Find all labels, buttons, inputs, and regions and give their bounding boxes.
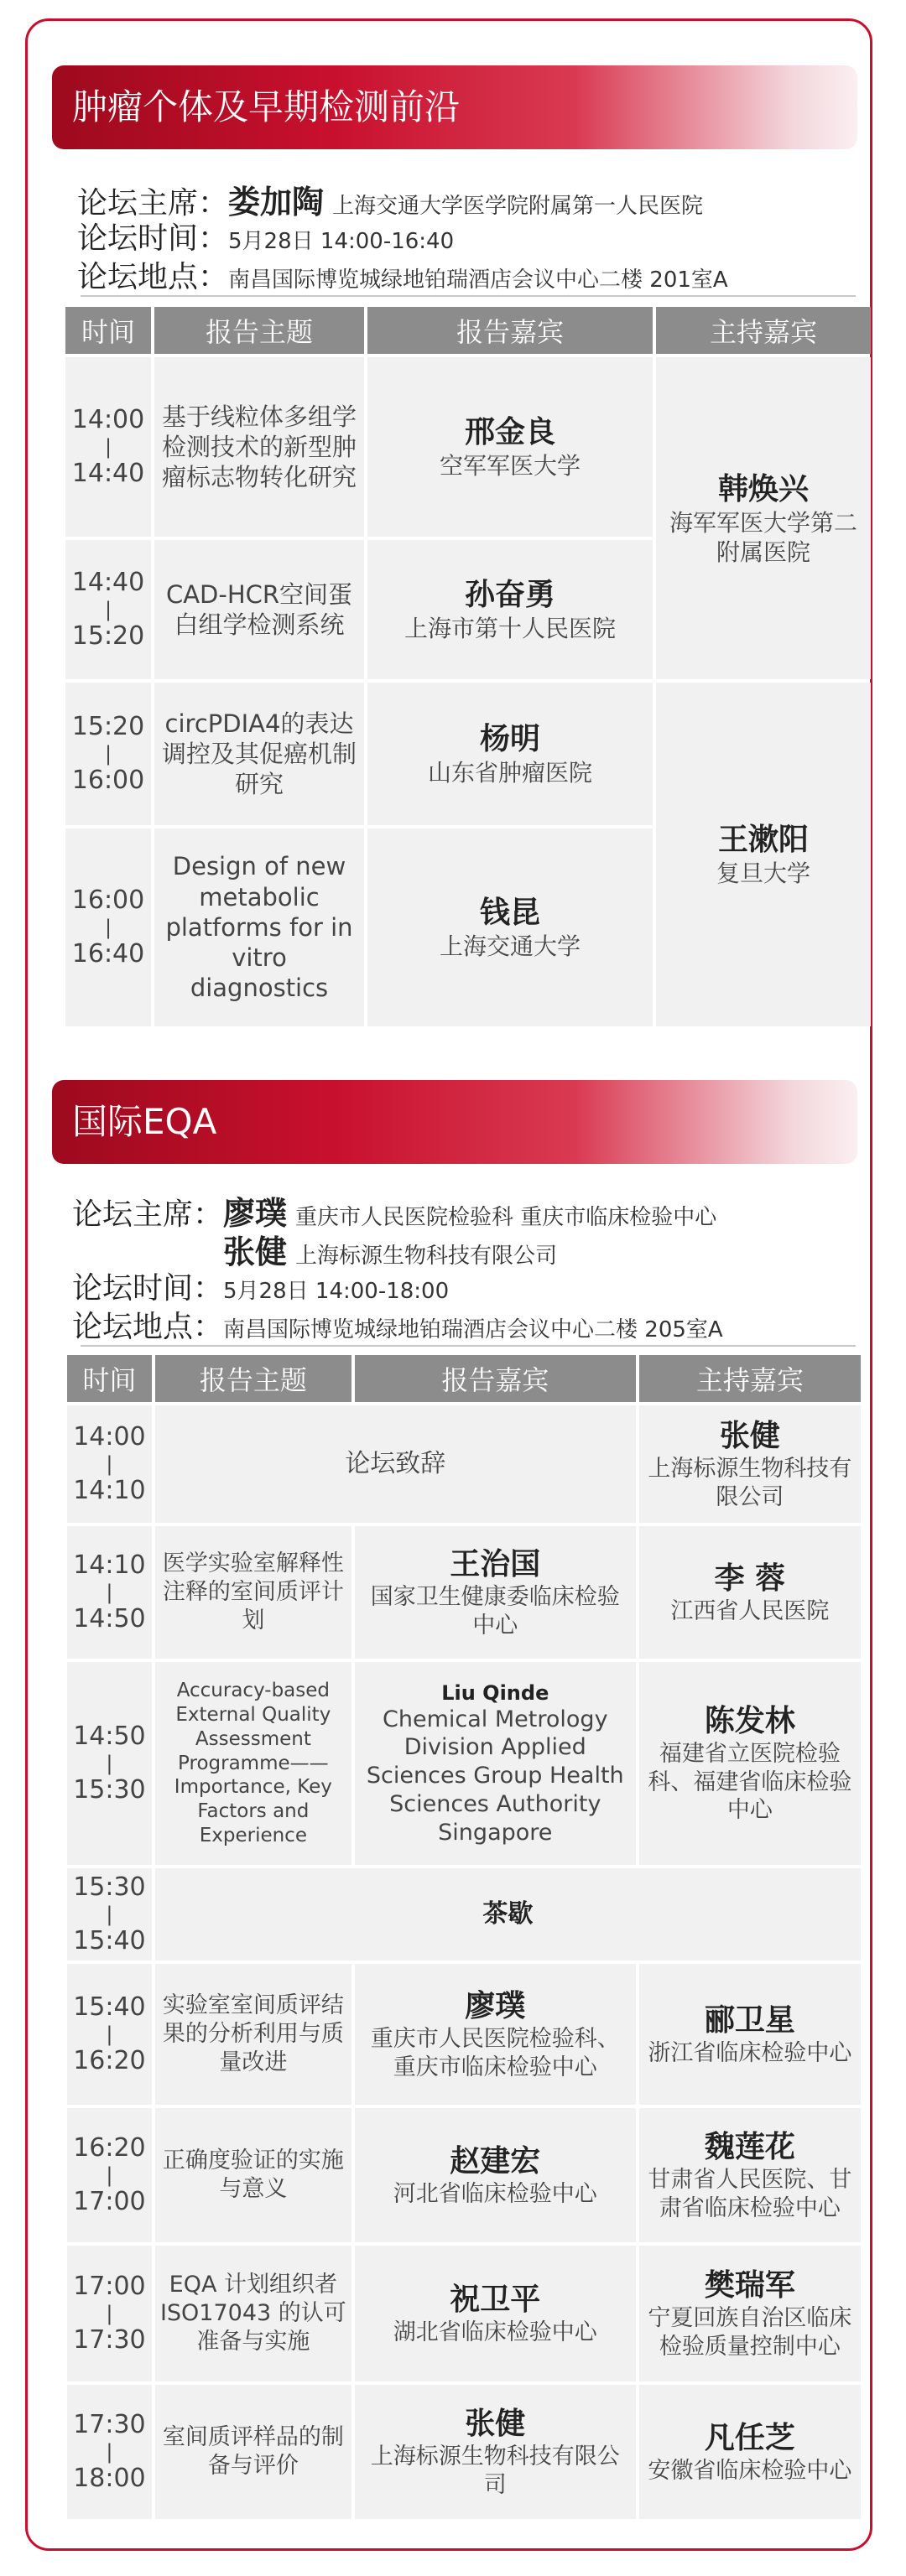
table-row: [67, 1526, 861, 1659]
time-cell: 14:50 | 15:30: [67, 1662, 152, 1865]
table-header: [67, 1355, 861, 1402]
divider: [81, 295, 856, 297]
header-topic: 报告主题: [155, 1355, 351, 1402]
header-speaker: 报告嘉宾: [367, 307, 653, 354]
table-row: [67, 2385, 861, 2519]
speaker-cell: 杨明 山东省肿瘤医院: [367, 683, 653, 825]
forum-info: [72, 1187, 844, 1342]
chair-name: 廖璞: [223, 1195, 288, 1232]
speaker-cell: 孙奋勇 上海市第十人民医院: [367, 540, 653, 679]
section-title: 国际EQA: [72, 1101, 217, 1142]
topic-cell: 室间质评样品的制备与评价: [155, 2385, 351, 2519]
forum-info: [77, 176, 849, 292]
time-cell: 17:30 | 18:00: [67, 2385, 152, 2519]
time-cell: 16:20 | 17:00: [67, 2108, 152, 2242]
forum-place: 南昌国际博览城绿地铂瑞酒店会议中心二楼 201室A: [228, 267, 728, 293]
host-cell: 韩焕兴 海军军医大学第二附属医院: [656, 357, 871, 679]
header-host: 主持嘉宾: [639, 1355, 861, 1402]
topic-cell: circPDIA4的表达调控及其促癌机制研究: [154, 683, 364, 825]
topic-cell: CAD-HCR空间蛋白组学检测系统: [154, 540, 364, 679]
time-cell: 14:40 | 15:20: [65, 540, 151, 679]
time-cell: 15:40 | 16:20: [67, 1964, 152, 2105]
speaker-cell: 钱昆 上海交通大学: [367, 828, 653, 1026]
host-cell: 李 蓉 江西省人民医院: [639, 1526, 861, 1659]
host-cell: 王漱阳 复旦大学: [656, 683, 871, 1026]
time-cell: 16:00 | 16:40: [65, 828, 151, 1026]
place-line: 论坛地点： 南昌国际博览城绿地铂瑞酒店会议中心二楼 205室A: [72, 1310, 723, 1344]
time-line: 论坛时间： 5月28日 14:00-18:00: [72, 1271, 450, 1306]
time-cell: 15:20 | 16:00: [65, 683, 151, 825]
table-row: [67, 1405, 861, 1523]
schedule-table: [62, 304, 874, 1030]
topic-cell: 实验室室间质评结果的分析利用与质量改进: [155, 1964, 351, 2105]
time-cell: 14:10 | 14:50: [67, 1526, 152, 1659]
table-row: [67, 2246, 861, 2381]
table-header: [65, 307, 871, 354]
break-cell: 茶歇: [155, 1868, 861, 1961]
speaker-cell: 邢金良 空军军医大学: [367, 357, 653, 537]
chair-name: 张健: [223, 1233, 288, 1270]
header-time: 时间: [67, 1355, 152, 1402]
topic-cell: 医学实验室解释性注释的室间质评计划: [155, 1526, 351, 1659]
time-cell: 17:00 | 17:30: [67, 2246, 152, 2381]
speaker-cell: 廖璞 重庆市人民医院检验科、重庆市临床检验中心: [355, 1964, 636, 2105]
speaker-cell: 祝卫平 湖北省临床检验中心: [355, 2246, 636, 2381]
forum-time: 5月28日 14:00-18:00: [223, 1279, 450, 1304]
host-cell: 张健 上海标源生物科技有限公司: [639, 1405, 861, 1523]
time-line: 论坛时间： 5月28日 14:00-16:40: [77, 221, 455, 256]
chair-name: 娄加陶: [228, 184, 325, 221]
host-cell: 陈发林 福建省立医院检验科、福建省临床检验中心: [639, 1662, 861, 1865]
section-title-banner: [52, 65, 857, 149]
divider: [81, 1345, 856, 1347]
header-host: 主持嘉宾: [656, 307, 871, 354]
header-speaker: 报告嘉宾: [355, 1355, 636, 1402]
speaker-cell: 张健 上海标源生物科技有限公司: [355, 2385, 636, 2519]
table-row: [67, 2108, 861, 2242]
topic-cell: 论坛致辞: [155, 1405, 636, 1523]
schedule-table: [64, 1352, 864, 2522]
table-row: [67, 1868, 861, 1961]
chair-org: 上海标源生物科技有限公司: [295, 1244, 558, 1269]
header-topic: 报告主题: [154, 307, 364, 354]
topic-cell: EQA 计划组织者ISO17043 的认可准备与实施: [155, 2246, 351, 2381]
topic-cell: Design of new metabolic platforms for in vitro diagnostics: [154, 828, 364, 1026]
speaker-cell: 王治国 国家卫生健康委临床检验中心: [355, 1526, 636, 1659]
time-cell: 14:00 | 14:10: [67, 1405, 152, 1523]
host-cell: 郦卫星 浙江省临床检验中心: [639, 1964, 861, 2105]
host-cell: 樊瑞军 宁夏回族自治区临床检验质量控制中心: [639, 2246, 861, 2381]
host-cell: 魏莲花 甘肃省人民医院、甘肃省临床检验中心: [639, 2108, 861, 2242]
time-cell: 15:30 | 15:40: [67, 1868, 152, 1961]
table-row: [67, 1662, 861, 1865]
chair-line: 论坛主席： 廖璞 重庆市人民医院检验科 重庆市临床检验中心: [72, 1187, 844, 1226]
table-row: [65, 683, 871, 825]
chair-org: 上海交通大学医学院附属第一人民医院: [332, 194, 704, 219]
header-time: 时间: [65, 307, 151, 354]
chair-line: 论坛主席： 娄加陶 上海交通大学医学院附属第一人民医院: [77, 176, 849, 215]
section-title-banner: [52, 1080, 857, 1164]
chair-org: 重庆市人民医院检验科 重庆市临床检验中心: [295, 1205, 717, 1230]
table-row: [67, 1964, 861, 2105]
section-title: 肿瘤个体及早期检测前沿: [72, 86, 461, 127]
table-row: [65, 357, 871, 537]
speaker-cell: 赵建宏 河北省临床检验中心: [355, 2108, 636, 2242]
place-line: 论坛地点： 南昌国际博览城绿地铂瑞酒店会议中心二楼 201室A: [77, 260, 728, 294]
topic-cell: 基于线粒体多组学检测技术的新型肿瘤标志物转化研究: [154, 357, 364, 537]
topic-cell: 正确度验证的实施与意义: [155, 2108, 351, 2242]
speaker-cell: Liu Qinde Chemical Metrology Division Applied Sciences Group Health Sciences Authority Singapore: [355, 1662, 636, 1865]
forum-time: 5月28日 14:00-16:40: [228, 229, 455, 254]
host-cell: 凡任芝 安徽省临床检验中心: [639, 2385, 861, 2519]
topic-cell: Accuracy-based External Quality Assessment Programme——Importance, Key Factors and Experience: [155, 1662, 351, 1865]
time-cell: 14:00 | 14:40: [65, 357, 151, 537]
forum-place: 南昌国际博览城绿地铂瑞酒店会议中心二楼 205室A: [223, 1317, 723, 1343]
